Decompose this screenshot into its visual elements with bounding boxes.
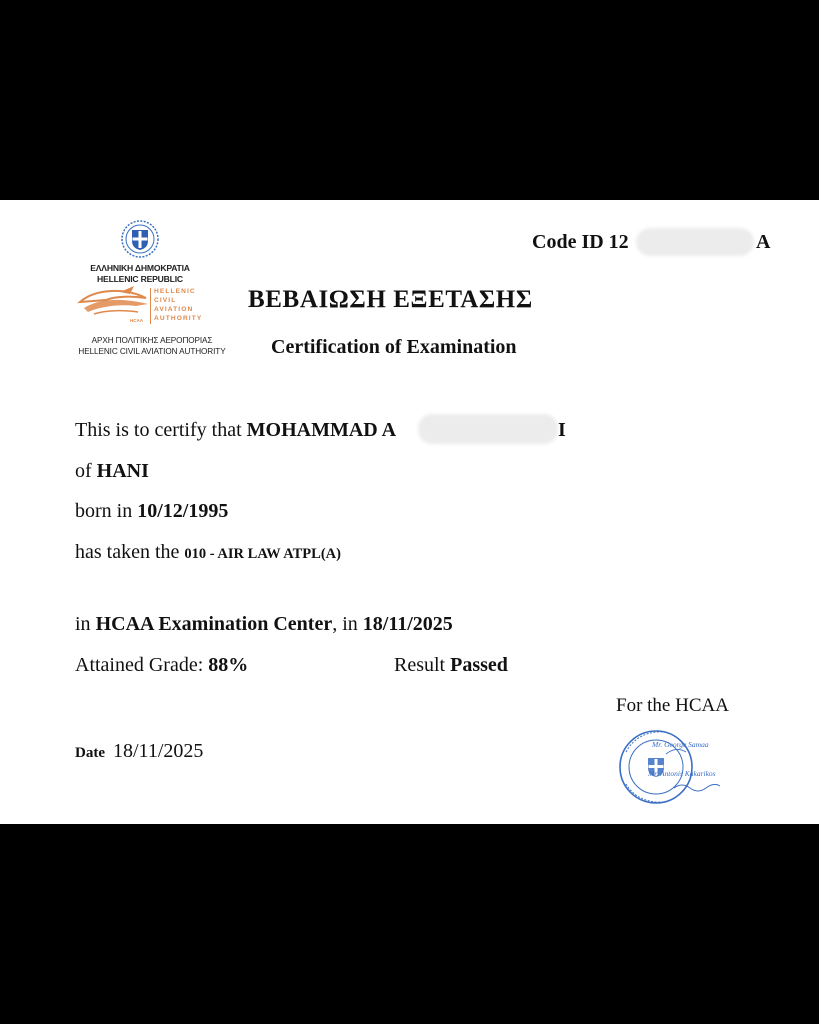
result-line bbox=[394, 654, 508, 677]
of-label: of bbox=[75, 460, 97, 482]
gov-english-text: HELLENIC REPUBLIC bbox=[97, 274, 183, 284]
gov-greek-text: ΕΛΛΗΝΙΚΗ ΔΗΜΟΚΡΑΤΙΑ bbox=[90, 263, 190, 273]
certify-intro: This is to certify that bbox=[75, 419, 247, 441]
grade-line bbox=[75, 654, 248, 677]
result-label: Result bbox=[394, 654, 451, 676]
center-prefix: in bbox=[75, 613, 96, 635]
stamp-signatory-2: Mr. Antonis Kakarikos bbox=[648, 769, 716, 778]
certify-line bbox=[75, 419, 396, 442]
logo-word: HELLENIC bbox=[154, 288, 196, 295]
of-line bbox=[75, 460, 149, 483]
logo-word: AVIATION bbox=[154, 306, 194, 313]
official-stamp-icon bbox=[618, 726, 738, 808]
code-id: Code ID 12 bbox=[532, 231, 629, 253]
for-hcaa-label: For the HCAA bbox=[616, 695, 729, 716]
redaction-blur bbox=[418, 414, 558, 444]
exam-center: HCAA Examination Center bbox=[95, 613, 333, 635]
date-value: 18/11/2025 bbox=[113, 740, 204, 762]
logo-word: AUTHORITY bbox=[154, 315, 203, 322]
result-value: Passed bbox=[450, 654, 508, 676]
subject-line bbox=[75, 541, 341, 564]
taken-label: has taken the bbox=[75, 541, 185, 563]
date-label: Date bbox=[75, 745, 105, 761]
authority-english-text: HELLENIC CIVIL AVIATION AUTHORITY bbox=[78, 347, 226, 356]
stamp-signatory-1: Mr. George Samaa bbox=[652, 740, 709, 749]
hcaa-tag: HCAA bbox=[130, 318, 143, 323]
candidate-name-tail: I bbox=[558, 419, 566, 441]
center-line bbox=[75, 613, 453, 636]
redaction-blur bbox=[636, 228, 754, 256]
exam-date: 18/11/2025 bbox=[362, 613, 453, 635]
date-line bbox=[75, 740, 203, 763]
born-line bbox=[75, 500, 228, 523]
title-greek: ΒΕΒΑΙΩΣΗ ΕΞΕΤΑΣΗΣ bbox=[248, 286, 533, 313]
authority-greek-text: ΑΡΧΗ ΠΟΛΙΤΙΚΗΣ ΑΕΡΟΠΟΡΙΑΣ bbox=[91, 336, 213, 345]
candidate-name: MOHAMMAD A bbox=[246, 419, 397, 441]
logo-divider bbox=[150, 288, 151, 324]
center-mid: , in bbox=[332, 613, 363, 635]
title-english: Certification of Examination bbox=[271, 336, 517, 358]
logo-word: CIVIL bbox=[154, 297, 177, 304]
exam-subject: 010 - AIR LAW ATPL(A) bbox=[184, 546, 341, 562]
birth-date: 10/12/1995 bbox=[137, 500, 229, 522]
grade-value: 88% bbox=[208, 654, 249, 676]
of-value: HANI bbox=[96, 460, 149, 482]
greek-coat-of-arms-icon bbox=[121, 220, 159, 258]
aviation-logo-icon bbox=[76, 284, 156, 326]
certificate-sheet bbox=[0, 200, 819, 824]
born-label: born in bbox=[75, 500, 138, 522]
code-id-tail: A bbox=[756, 231, 771, 253]
grade-label: Attained Grade: bbox=[75, 654, 209, 676]
